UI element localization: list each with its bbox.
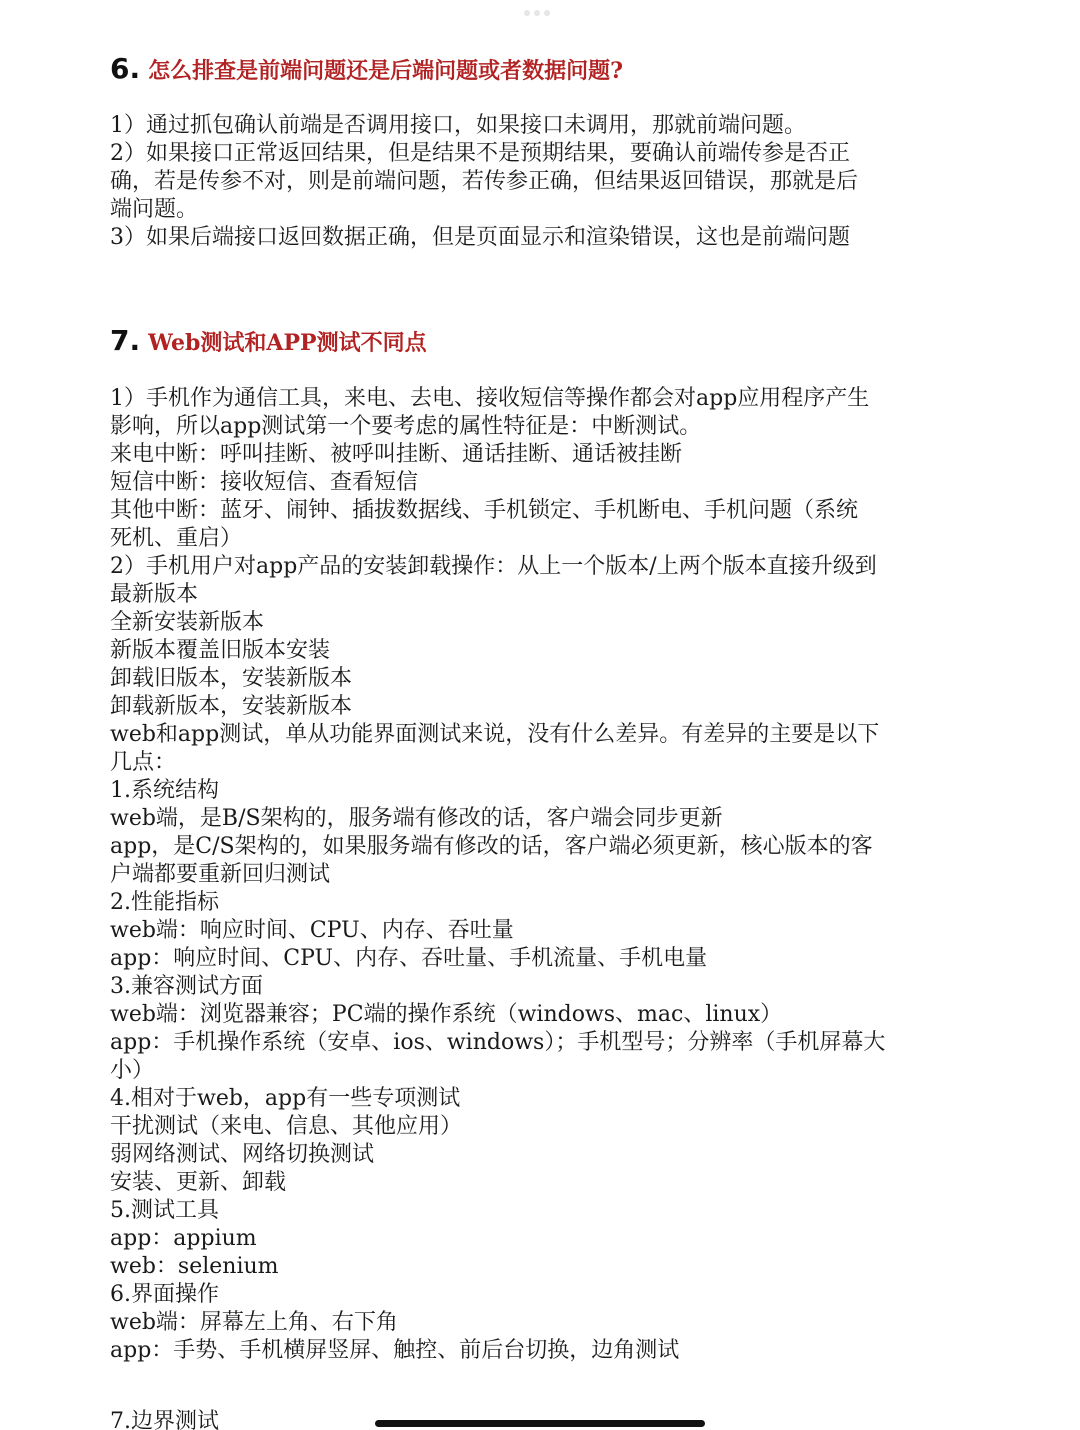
section-6-title: 怎么排查是前端问题还是后端问题或者数据问题? — [148, 58, 624, 84]
text-line: 最新版本 — [110, 582, 199, 607]
text-line: 安装、更新、卸载 — [110, 1170, 287, 1195]
text-line: 确，若是传参不对，则是前端问题，若传参正确，但结果返回错误，那就是后 — [110, 169, 859, 194]
text-line: 3）如果后端接口返回数据正确，但是页面显示和渲染错误，这也是前端问题 — [110, 225, 850, 250]
text-line: 卸载新版本，安装新版本 — [110, 694, 353, 719]
section-6-body — [110, 112, 960, 252]
text-line: app：appium — [110, 1226, 257, 1251]
text-line: 全新安装新版本 — [110, 610, 265, 635]
page-indicator-dots — [524, 10, 550, 16]
text-line: web端：屏幕左上角、右下角 — [110, 1310, 398, 1335]
subheading-line: 6.界面操作 — [110, 1282, 219, 1307]
text-line: 来电中断：呼叫挂断、被呼叫挂断、通话挂断、通话被挂断 — [110, 442, 683, 467]
text-line: web端：浏览器兼容；PC端的操作系统（windows、mac、linux） — [110, 1002, 783, 1027]
subheading-line: 5.测试工具 — [110, 1198, 219, 1223]
text-line: 弱网络测试、网络切换测试 — [110, 1142, 375, 1167]
text-line: web端：响应时间、CPU、内存、吞吐量 — [110, 918, 514, 943]
text-line: 1）手机作为通信工具，来电、去电、接收短信等操作都会对app应用程序产生 — [110, 386, 870, 411]
section-7-body — [110, 385, 960, 1365]
section-6-heading — [110, 52, 623, 85]
section-7-title: Web测试和APP测试不同点 — [148, 330, 427, 356]
page-dot — [524, 10, 530, 16]
text-line: 几点： — [110, 750, 177, 775]
text-line: 端问题。 — [110, 197, 199, 222]
subheading-line: 2.性能指标 — [110, 890, 219, 915]
text-line: app：响应时间、CPU、内存、吞吐量、手机流量、手机电量 — [110, 946, 708, 971]
home-indicator-bar[interactable] — [375, 1420, 705, 1427]
subheading-line: 3.兼容测试方面 — [110, 974, 263, 999]
section-7-number: 7. — [110, 324, 141, 357]
text-line: 小） — [110, 1058, 155, 1083]
subheading-line: 7.边界测试 — [110, 1409, 219, 1430]
text-line: 2）手机用户对app产品的安装卸载操作：从上一个版本/上两个版本直接升级到 — [110, 554, 877, 579]
text-line: 干扰测试（来电、信息、其他应用） — [110, 1114, 463, 1139]
subheading-line: 4.相对于web，app有一些专项测试 — [110, 1086, 461, 1111]
text-line: web：selenium — [110, 1254, 279, 1279]
page-dot — [534, 10, 540, 16]
text-line: 1）通过抓包确认前端是否调用接口，如果接口未调用，那就前端问题。 — [110, 113, 806, 138]
text-line: app，是C/S架构的，如果服务端有修改的话，客户端必须更新，核心版本的客 — [110, 834, 873, 859]
page-dot — [544, 10, 550, 16]
subheading-line: 1.系统结构 — [110, 778, 219, 803]
text-line: web和app测试，单从功能界面测试来说，没有什么差异。有差异的主要是以下 — [110, 722, 880, 747]
text-line: 新版本覆盖旧版本安装 — [110, 638, 331, 663]
text-line: 其他中断：蓝牙、闹钟、插拔数据线、手机锁定、手机断电、手机问题（系统 — [110, 498, 859, 523]
text-line: app：手机操作系统（安卓、ios、windows）；手机型号；分辨率（手机屏幕大 — [110, 1030, 886, 1055]
text-line: 死机、重启） — [110, 526, 243, 551]
text-line: 户端都要重新回归测试 — [110, 862, 331, 887]
text-line: 卸载旧版本，安装新版本 — [110, 666, 353, 691]
section-6-number: 6. — [110, 52, 141, 85]
text-line: web端，是B/S架构的，服务端有修改的话，客户端会同步更新 — [110, 806, 723, 831]
section-7-heading — [110, 324, 427, 357]
text-line: 影响，所以app测试第一个要考虑的属性特征是：中断测试。 — [110, 414, 702, 439]
text-line: 短信中断：接收短信、查看短信 — [110, 470, 419, 495]
text-line: app：手势、手机横屏竖屏、触控、前后台切换，边角测试 — [110, 1338, 680, 1363]
text-line: 2）如果接口正常返回结果，但是结果不是预期结果，要确认前端传参是否正 — [110, 141, 850, 166]
